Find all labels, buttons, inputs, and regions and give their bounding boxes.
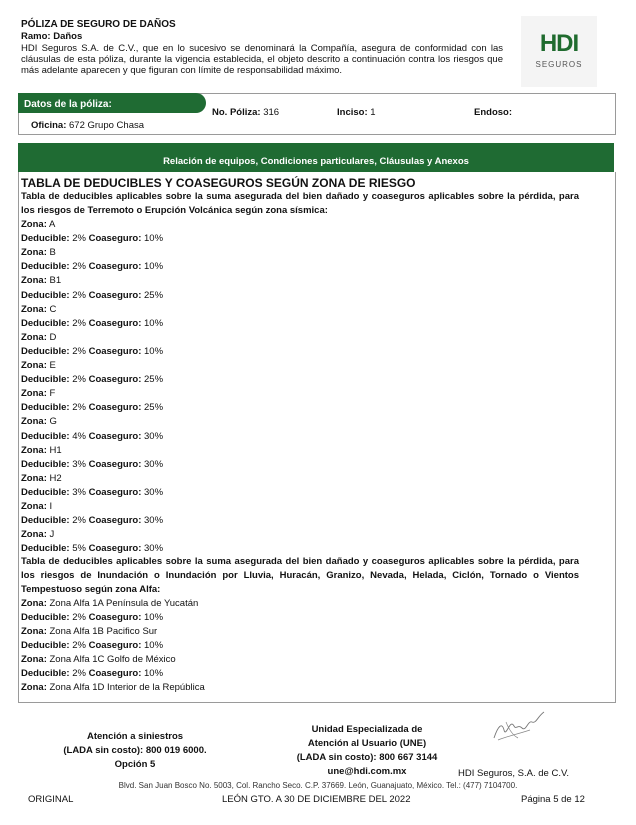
zone-value: G	[49, 416, 57, 428]
original-label: ORIGINAL	[28, 794, 74, 805]
zone-label: Zona:	[21, 472, 47, 484]
document-title: PÓLIZA DE SEGURO DE DAÑOS	[21, 19, 176, 30]
une-title-2: Atención al Usuario (UNE)	[307, 738, 427, 749]
inciso-field	[337, 107, 376, 118]
oficina-label: Oficina:	[31, 120, 67, 131]
coaseguro-label: Coaseguro:	[88, 345, 142, 357]
deducible-label: Deducible:	[21, 640, 70, 651]
zone-line	[21, 218, 55, 232]
coaseguro-value: 30%	[144, 430, 164, 442]
coaseguro-value: 30%	[144, 458, 164, 470]
hdi-logo	[521, 16, 597, 87]
deducible-line	[21, 289, 163, 303]
coaseguro-value: 10%	[144, 612, 164, 623]
une-email: une@hdi.com.mx	[327, 766, 407, 777]
deducible-value: 2%	[72, 515, 86, 527]
zone-value: H1	[49, 444, 62, 456]
zone-line	[21, 500, 52, 514]
coaseguro-label: Coaseguro:	[88, 233, 142, 245]
coaseguro-label: Coaseguro:	[88, 374, 142, 386]
zone-label: Zona:	[21, 529, 47, 541]
deducible-label: Deducible:	[21, 374, 70, 386]
oficina-value: 672 Grupo Chasa	[69, 120, 145, 131]
oficina-field	[31, 120, 144, 131]
deducible-label: Deducible:	[21, 345, 70, 357]
coaseguro-label: Coaseguro:	[88, 486, 142, 498]
deducible-line	[21, 430, 163, 444]
zone-label: Zona:	[21, 444, 47, 456]
deducible-label: Deducible:	[21, 486, 70, 498]
une-phone: (LADA sin costo): 800 667 3144	[296, 752, 438, 763]
zone-line	[21, 331, 56, 345]
alfa-zone-value: Zona Alfa 1D Interior de la República	[49, 682, 205, 693]
deducible-label: Deducible:	[21, 515, 70, 527]
zone-value: J	[49, 529, 55, 541]
zone-label: Zona:	[21, 388, 47, 400]
zone-label: Zona:	[21, 247, 47, 259]
deducible-line	[21, 458, 163, 472]
coaseguro-value: 25%	[144, 289, 164, 301]
claims-phone: (LADA sin costo): 800 019 6000.	[63, 745, 207, 756]
deducible-value: 3%	[72, 458, 86, 470]
zone-value: E	[49, 360, 56, 371]
coaseguro-label: Coaseguro:	[88, 261, 142, 273]
deducible-value: 2%	[72, 668, 86, 679]
deducible-value: 2%	[72, 261, 86, 273]
coaseguro-label: Coaseguro:	[88, 668, 142, 679]
zone-label: Zona:	[21, 626, 47, 637]
zone-line	[21, 387, 55, 401]
zone-value: B1	[49, 275, 62, 287]
zone-label: Zona:	[21, 331, 47, 343]
alfa-zone-line	[21, 653, 176, 667]
deducible-label: Deducible:	[21, 402, 70, 414]
company-address: Blvd. San Juan Bosco No. 5003, Col. Rancho Seco. C.P. 37669. León, Guanajuato, México. Tel.: (477) 7104700.	[118, 781, 518, 790]
deducible-label: Deducible:	[21, 668, 70, 679]
seismic-paragraph: Tabla de deducibles aplicables sobre la suma asegurada del bien dañado y coaseguros aplicables sobre la pérdida, para los riesgos de Terremoto o Erupción Volcánica según zona sísmica:	[21, 191, 579, 216]
deducible-value: 5%	[72, 543, 86, 555]
coaseguro-label: Coaseguro:	[88, 317, 142, 329]
intro-paragraph: HDI Seguros S.A. de C.V., que en lo sucesivo se denominará la Compañía, asegura de conformidad con las cláusulas de esta póliza, durante la vigencia establecida, el objeto descrito a continuación contra los riesgos que más adelante aparecen y que figuran con límite de responsabilidad máximo.	[21, 43, 503, 76]
deducible-label: Deducible:	[21, 261, 70, 273]
une-title-1: Unidad Especializada de	[311, 724, 423, 735]
alfa-deducible-line	[21, 639, 163, 653]
logo-subtitle: SEGUROS	[535, 60, 583, 69]
coaseguro-value: 25%	[144, 374, 164, 386]
deducible-label: Deducible:	[21, 317, 70, 329]
endoso-field	[474, 107, 512, 118]
deducible-value: 2%	[72, 289, 86, 301]
claims-contact	[30, 730, 240, 772]
claims-option: Opción 5	[114, 759, 156, 770]
deducible-value: 2%	[72, 402, 86, 414]
alfa-zone-line	[21, 625, 157, 639]
coaseguro-value: 30%	[144, 543, 164, 555]
zone-line	[21, 359, 56, 373]
zone-label: Zona:	[21, 360, 47, 371]
zone-value: F	[49, 388, 56, 400]
section-bar-label: Relación de equipos, Condiciones particulares, Cláusulas y Anexos	[163, 156, 469, 167]
coaseguro-value: 30%	[144, 515, 164, 527]
zone-value: H2	[49, 472, 62, 484]
policy-data-label: Datos de la póliza:	[24, 99, 112, 110]
endoso-label: Endoso:	[474, 107, 512, 118]
zone-line	[21, 444, 62, 458]
zone-value: B	[49, 247, 56, 259]
ramo-line	[21, 31, 82, 42]
claims-title: Atención a siniestros	[86, 731, 184, 742]
deducible-value: 2%	[72, 640, 86, 651]
coaseguro-value: 10%	[144, 233, 164, 245]
deducible-label: Deducible:	[21, 543, 70, 555]
deducible-line	[21, 317, 163, 331]
inciso-value: 1	[370, 107, 376, 118]
zone-label: Zona:	[21, 219, 47, 230]
deducible-value: 2%	[72, 317, 86, 329]
alfa-deducible-line	[21, 611, 163, 625]
coaseguro-label: Coaseguro:	[88, 543, 142, 555]
zone-label: Zona:	[21, 275, 47, 287]
deducible-line	[21, 232, 163, 246]
alfa-zone-line	[21, 597, 198, 611]
coaseguro-value: 30%	[144, 486, 164, 498]
zone-value: D	[49, 331, 57, 343]
poliza-field	[212, 107, 279, 118]
une-contact	[262, 723, 472, 779]
coaseguro-label: Coaseguro:	[88, 515, 142, 527]
coaseguro-label: Coaseguro:	[88, 612, 142, 623]
deducible-value: 3%	[72, 486, 86, 498]
zone-label: Zona:	[21, 654, 47, 665]
deducible-label: Deducible:	[21, 458, 70, 470]
zone-line	[21, 415, 57, 429]
zone-label: Zona:	[21, 303, 47, 315]
zone-line	[21, 303, 56, 317]
zone-value: I	[49, 501, 53, 512]
zone-line	[21, 274, 61, 288]
coaseguro-label: Coaseguro:	[88, 458, 142, 470]
coaseguro-label: Coaseguro:	[88, 402, 142, 414]
coaseguro-value: 10%	[144, 345, 164, 357]
poliza-label: No. Póliza:	[212, 107, 261, 118]
deducible-label: Deducible:	[21, 612, 70, 623]
alfa-zone-value: Zona Alfa 1B Pacifico Sur	[49, 626, 158, 637]
coaseguro-value: 10%	[144, 317, 164, 329]
signature	[488, 708, 548, 748]
coaseguro-value: 25%	[144, 402, 164, 414]
ramo-value: Daños	[53, 31, 83, 42]
deducible-line	[21, 401, 163, 415]
deducible-value: 4%	[72, 430, 86, 442]
coaseguro-label: Coaseguro:	[88, 289, 142, 301]
inciso-label: Inciso:	[337, 107, 368, 118]
deducible-line	[21, 260, 163, 274]
coaseguro-value: 10%	[144, 640, 164, 651]
alfa-zone-value: Zona Alfa 1A Península de Yucatán	[49, 598, 199, 609]
deducible-label: Deducible:	[21, 289, 70, 301]
coaseguro-label: Coaseguro:	[88, 640, 142, 651]
zone-label: Zona:	[21, 598, 47, 609]
coaseguro-value: 10%	[144, 261, 164, 273]
deducible-label: Deducible:	[21, 430, 70, 442]
page-number: Página 5 de 12	[521, 794, 585, 805]
poliza-value: 316	[263, 107, 280, 118]
zone-value: C	[49, 303, 57, 315]
deducible-line	[21, 373, 163, 387]
deducible-value: 2%	[72, 374, 86, 386]
zone-line	[21, 246, 56, 260]
deducible-line	[21, 486, 163, 500]
deducible-line	[21, 345, 163, 359]
coaseguro-value: 10%	[144, 668, 164, 679]
alfa-zone-line	[21, 681, 205, 695]
logo-brand: HDI	[539, 30, 579, 57]
deducible-line	[21, 514, 163, 528]
coaseguro-label: Coaseguro:	[88, 430, 142, 442]
zone-label: Zona:	[21, 682, 47, 693]
zone-label: Zona:	[21, 501, 47, 512]
table-title: TABLA DE DEDUCIBLES Y COASEGUROS SEGÚN ZONA DE RIESGO	[21, 176, 416, 190]
deducible-value: 2%	[72, 345, 86, 357]
city-date: LEÓN GTO. A 30 DE DICIEMBRE DEL 2022	[222, 794, 411, 805]
deducible-value: 2%	[72, 233, 86, 245]
company-name: HDI Seguros, S.A. de C.V.	[458, 768, 570, 779]
deducible-label: Deducible:	[21, 233, 70, 245]
zone-label: Zona:	[21, 416, 47, 428]
alfa-deducible-line	[21, 667, 163, 681]
zone-line	[21, 528, 54, 542]
alfa-zone-value: Zona Alfa 1C Golfo de México	[49, 654, 176, 665]
alfa-paragraph: Tabla de deducibles aplicables sobre la suma asegurada del bien dañado y coaseguros aplicables sobre la pérdida, para los riesgos de Inundación o Inundación por Lluvia, Huracán, Granizo, Nevada, Helada, Ciclón, Tornado o Vientos Tempestuoso según zona Alfa:	[21, 556, 579, 595]
deducible-value: 2%	[72, 612, 86, 623]
zone-line	[21, 472, 62, 486]
zone-value: A	[48, 219, 56, 230]
ramo-label: Ramo:	[21, 31, 51, 42]
